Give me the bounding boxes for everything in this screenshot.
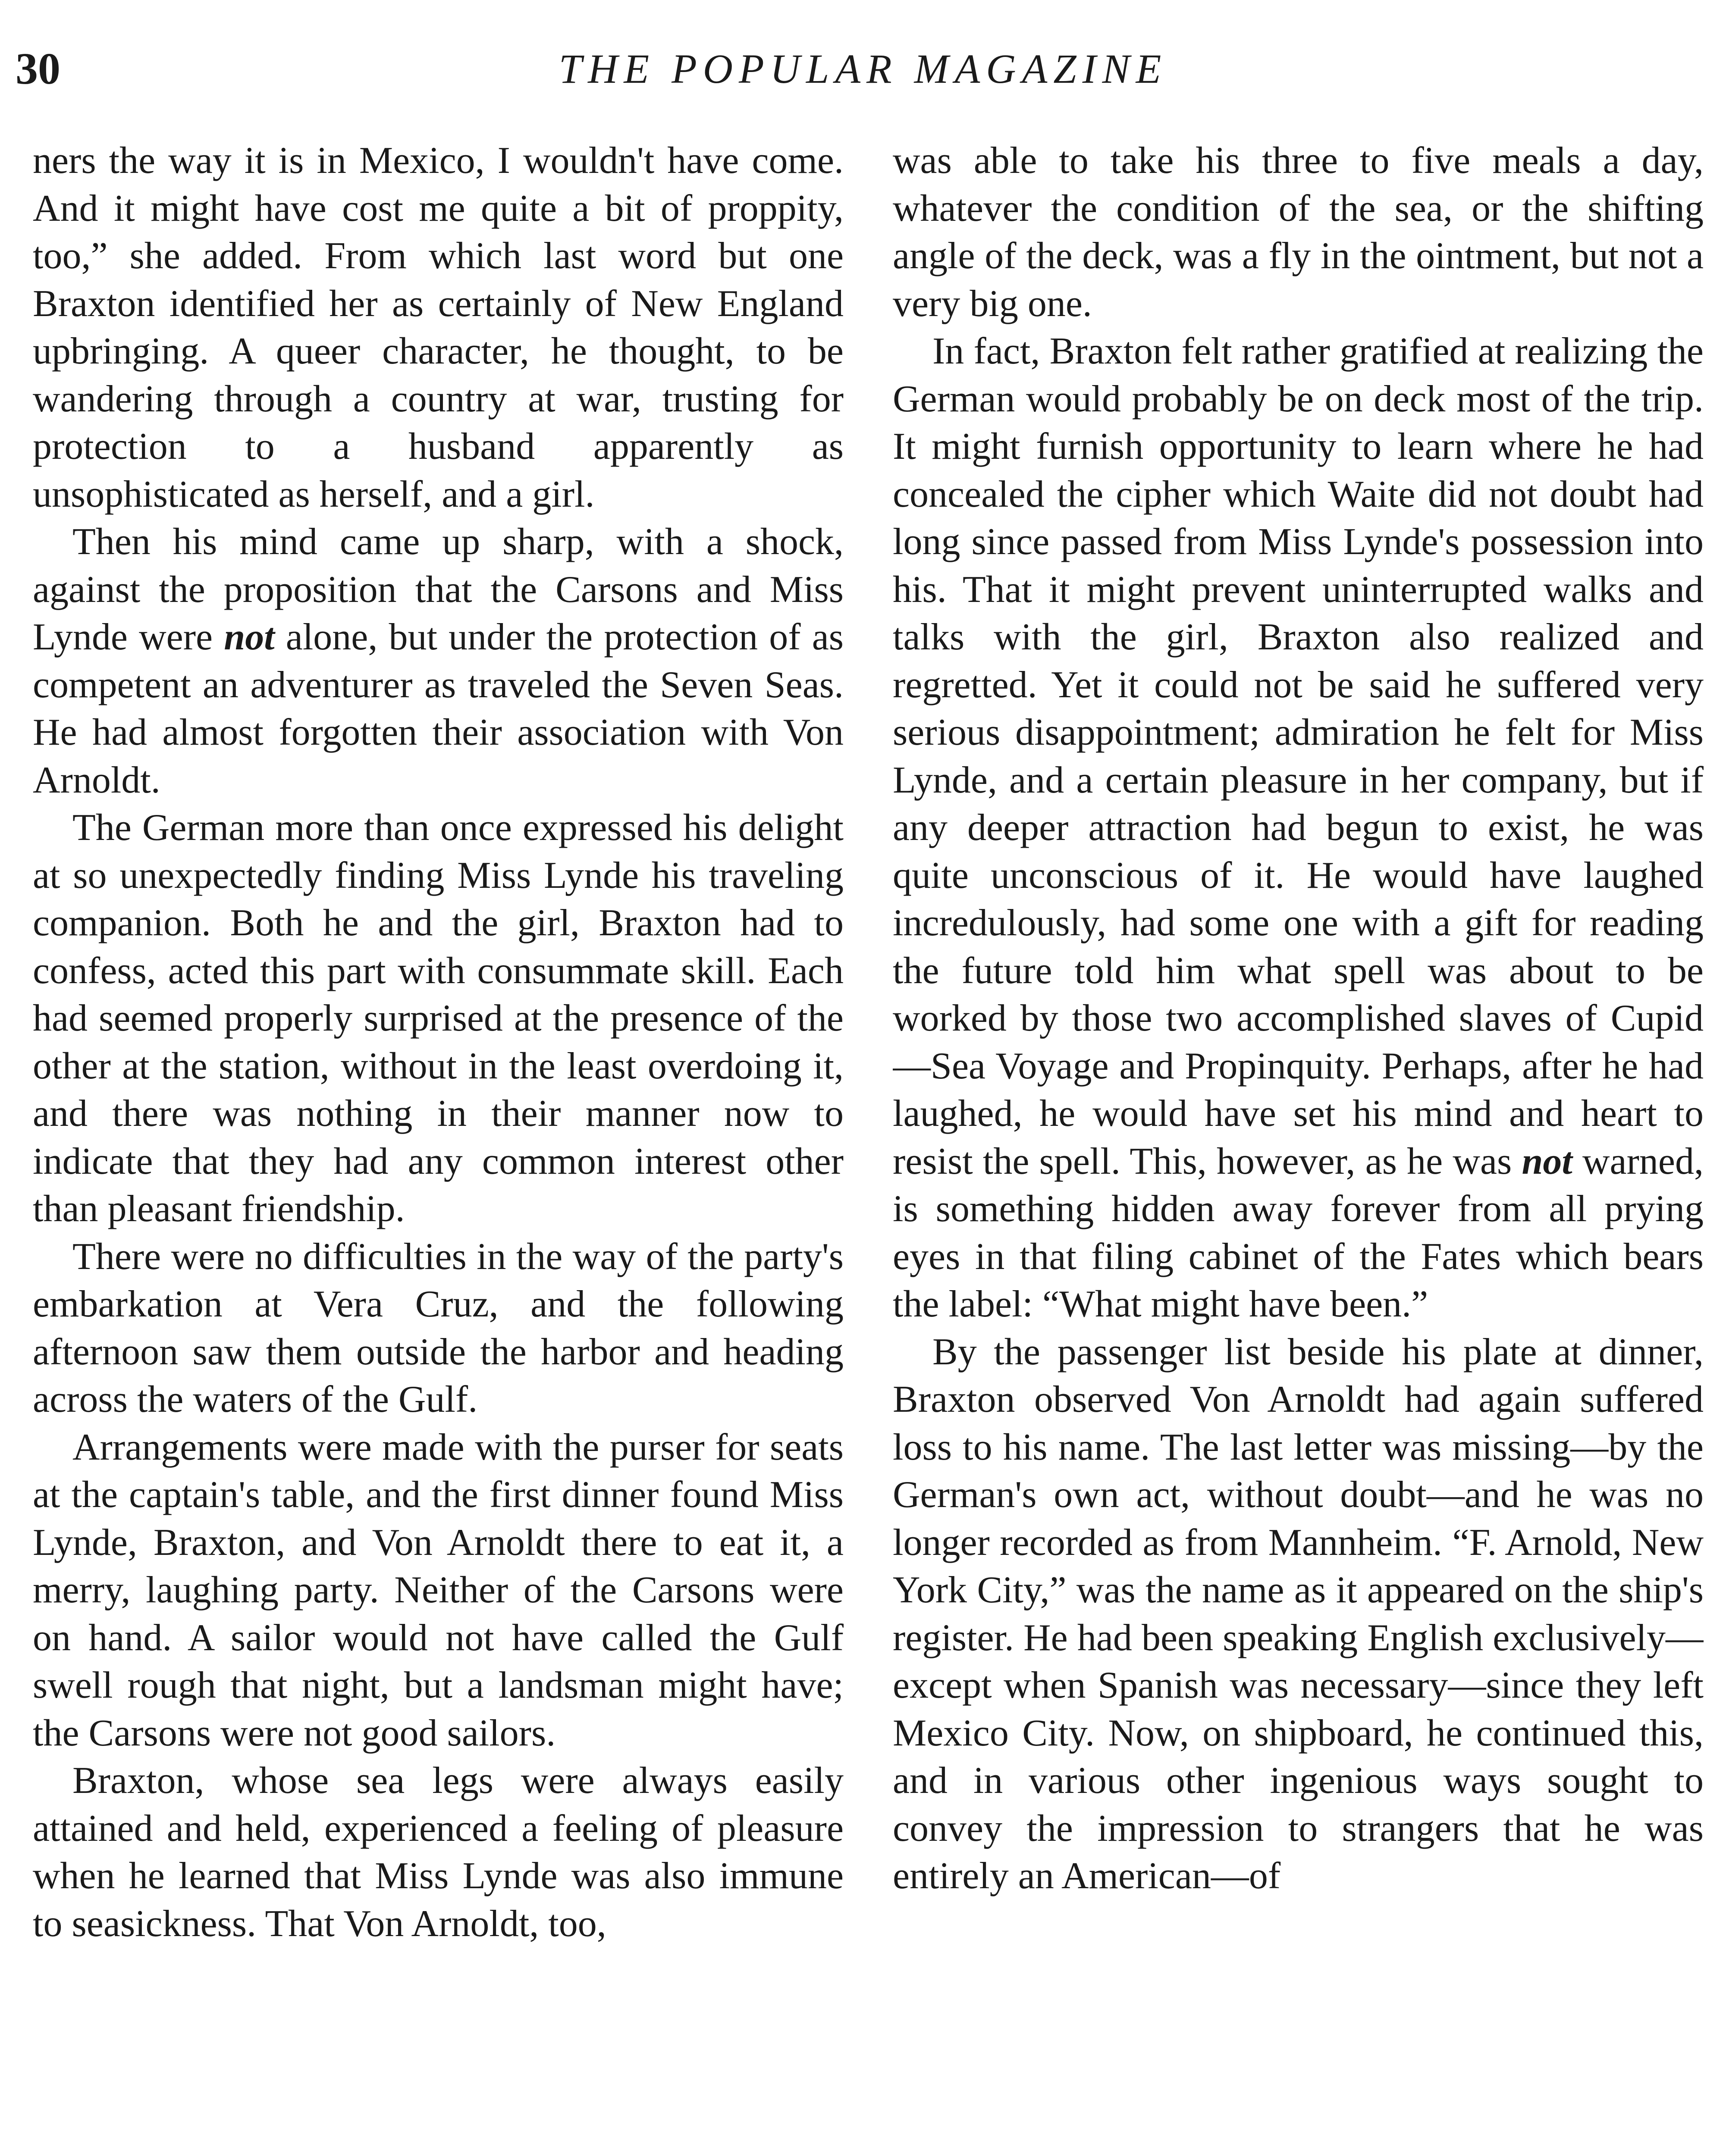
right-column xyxy=(893,137,1704,2156)
emphasis: not xyxy=(1522,1140,1572,1182)
emphasis: not xyxy=(224,616,275,658)
paragraph: Then his mind came up sharp, with a shock, against the proposition that the Carsons and Miss Lynde were not alone, but under the protection of as competent an adventurer as traveled the Seven Seas. He had almost forgotten their association with Von Arnoldt. xyxy=(33,521,844,801)
paragraph: The German more than once expressed his delight at so unexpectedly finding Miss Lynde his traveling companion. Both he and the girl, Braxton had to confess, acted this part with consummate skill. Each had seemed properly surprised at the presence of the other at the station, without in the least overdoing it, and there was nothing in their manner now to indicate that they had any common interest other than pleasant friendship. xyxy=(33,807,844,1230)
paragraph: ners the way it is in Mexico, I wouldn't have come. And it might have cost me quite a bit of proppity, too,” she added. From which last word but one Braxton identified her as certainly of New England upbringing. A queer character, he thought, to be wandering through a country at war, trusting for protection to a husband apparently as unsophisticated as herself, and a girl. xyxy=(33,140,844,515)
paragraph: was able to take his three to five meals a day, whatever the condition of the sea, or the shifting angle of the deck, was a fly in the ointment, but not a very big one. xyxy=(893,140,1704,325)
running-title: THE POPULAR MAGAZINE xyxy=(559,46,1167,92)
left-column xyxy=(33,137,844,2156)
paragraph: By the passenger list beside his plate at dinner, Braxton observed Von Arnoldt had again suffered loss to his name. The last letter was missing—by the German's own act, without doubt—and he was no longer recorded as from Mannheim. “F. Arnold, New York City,” was the name as it appeared on the ship's register. He had been speaking English exclusively—except when Spanish was necessary—since they left Mexico City. Now, on shipboard, he continued this, and in various other ingenious ways sought to convey the impression to strangers that he was entirely an American—of xyxy=(893,1331,1704,1897)
paragraph: There were no difficulties in the way of the party's embarkation at Vera Cruz, and the following afternoon saw them outside the harbor and heading across the waters of the Gulf. xyxy=(33,1235,844,1420)
page-header xyxy=(0,41,1726,97)
paragraph: Braxton, whose sea legs were always easily attained and held, experienced a feeling of pleasure when he learned that Miss Lynde was also immune to seasickness. That Von Arnoldt, too, xyxy=(33,1760,844,1945)
paragraph: Arrangements were made with the purser for seats at the captain's table, and the first dinner found Miss Lynde, Braxton, and Von Arnoldt there to eat it, a merry, laughing party. Neither of the Carsons were on hand. A sailor would not have called the Gulf swell rough that night, but a landsman might have; the Carsons were not good sailors. xyxy=(33,1426,844,1754)
page-number: 30 xyxy=(16,44,60,94)
paragraph: In fact, Braxton felt rather gratified at realizing the German would probably be on deck most of the trip. It might furnish opportunity to learn where he had concealed the cipher which Waite did not doubt had long since passed from Miss Lynde's possession into his. That it might prevent uninterrupted walks and talks with the girl, Braxton also realized and regretted. Yet it could not be said he suffered very serious disappointment; admiration he felt for Miss Lynde, and a certain pleasure in her company, but if any deeper attraction had begun to exist, he was quite unconscious of it. He would have laughed incredulously, had some one with a gift for reading the future told him what spell was about to be worked by those two accomplished slaves of Cupid—Sea Voyage and Propinquity. Perhaps, after he had laughed, he would have set his mind and heart to resist the spell. This, however, as he was not warned, is something hidden away forever from all prying eyes in that filing cabinet of the Fates which bears the label: “What might have been.” xyxy=(893,330,1704,1325)
